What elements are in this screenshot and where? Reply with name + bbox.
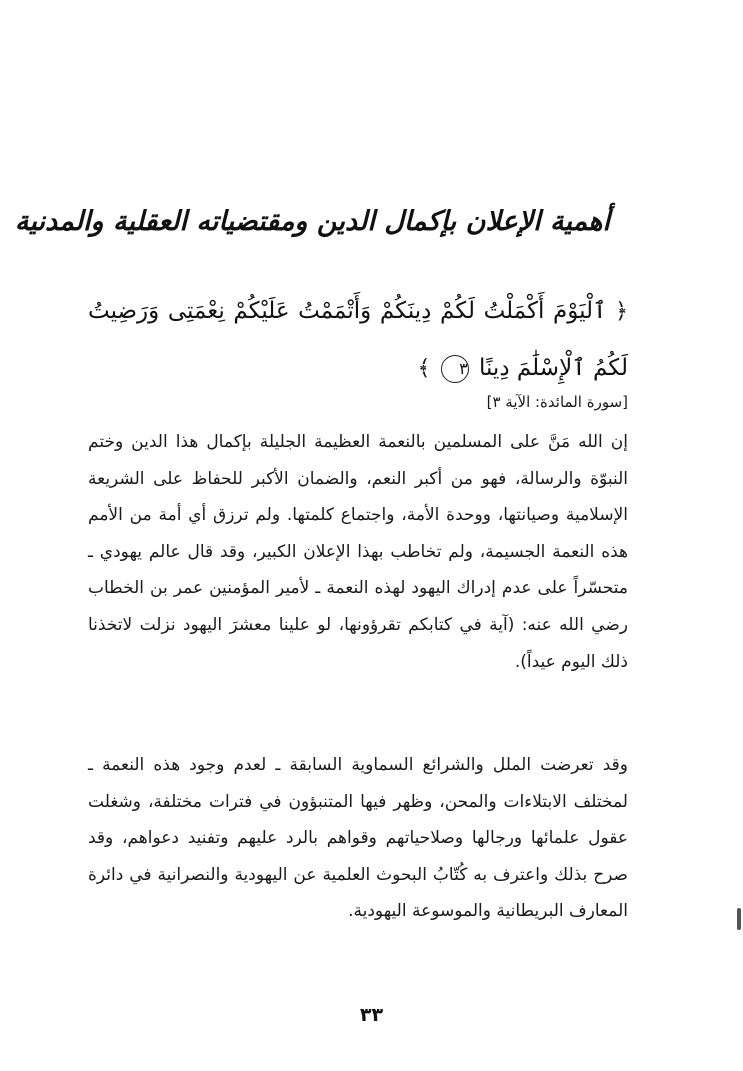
page-edge-mark [737,908,741,930]
verse-close-bracket: ﴾ [417,356,431,381]
quran-verse [88,283,628,397]
ayah-number-marker: ٣ [441,355,469,383]
body-paragraph-2: وقد تعرضت الملل والشرائع السماوية السابقة ـ لعدم وجود هذه النعمة ـ لمختلف الابتلاءات والمحن، وظهر فيها المتنبؤون في فترات مختلفة، وشغلت عقول علمائها ورجالها وصلاحياتهم وقواهم بالرد عليهم وتفنيد دعواهم، وقد صرح بذلك واعترف به كُتّابُ البحوث العلمية عن اليهودية والنصرانية في دائرة المعارف البريطانية والموسوعة اليهودية. [88,755,628,922]
verse-citation: [سورة المائدة: الآية ٣] [486,393,628,411]
verse-text: ٱلْيَوْمَ أَكْمَلْتُ لَكُمْ دِينَكُمْ وَأَتْمَمْتُ عَلَيْكُمْ نِعْمَتِى وَرَضِيتُ لَكُمُ ٱلْإِسْلَٰمَ دِينًا [88,298,628,381]
verse-open-bracket: ﴿ [615,299,628,324]
page-number: ٣٣ [359,1004,384,1026]
body-paragraph-1: إن الله مَنَّ على المسلمين بالنعمة العظيمة الجليلة بإكمال هذا الدين وختم النبوّة والرسالة، فهو من أكبر النعم، والضمان الأكبر للحفاظ على الشريعة الإسلامية وصيانتها، ووحدة الأمة، واجتماع كلمتها. ولم ترزق أي أمة من الأمم هذه النعمة الجسيمة، ولم تخاطب بهذا الإعلان الكبير، وقد قال عالم يهودي ـ متحسّراً على عدم إدراك اليهود لهذه النعمة ـ لأمير المؤمنين عمر بن الخطاب رضي الله عنه: (آية في كتابكم تقرؤونها، لو علينا معشرَ اليهود نزلت لاتخذنا ذلك اليوم عيداً). [88,432,628,672]
chapter-title: أهمية الإعلان بإكمال الدين ومقتضياته العقلية والمدنية [14,206,610,237]
